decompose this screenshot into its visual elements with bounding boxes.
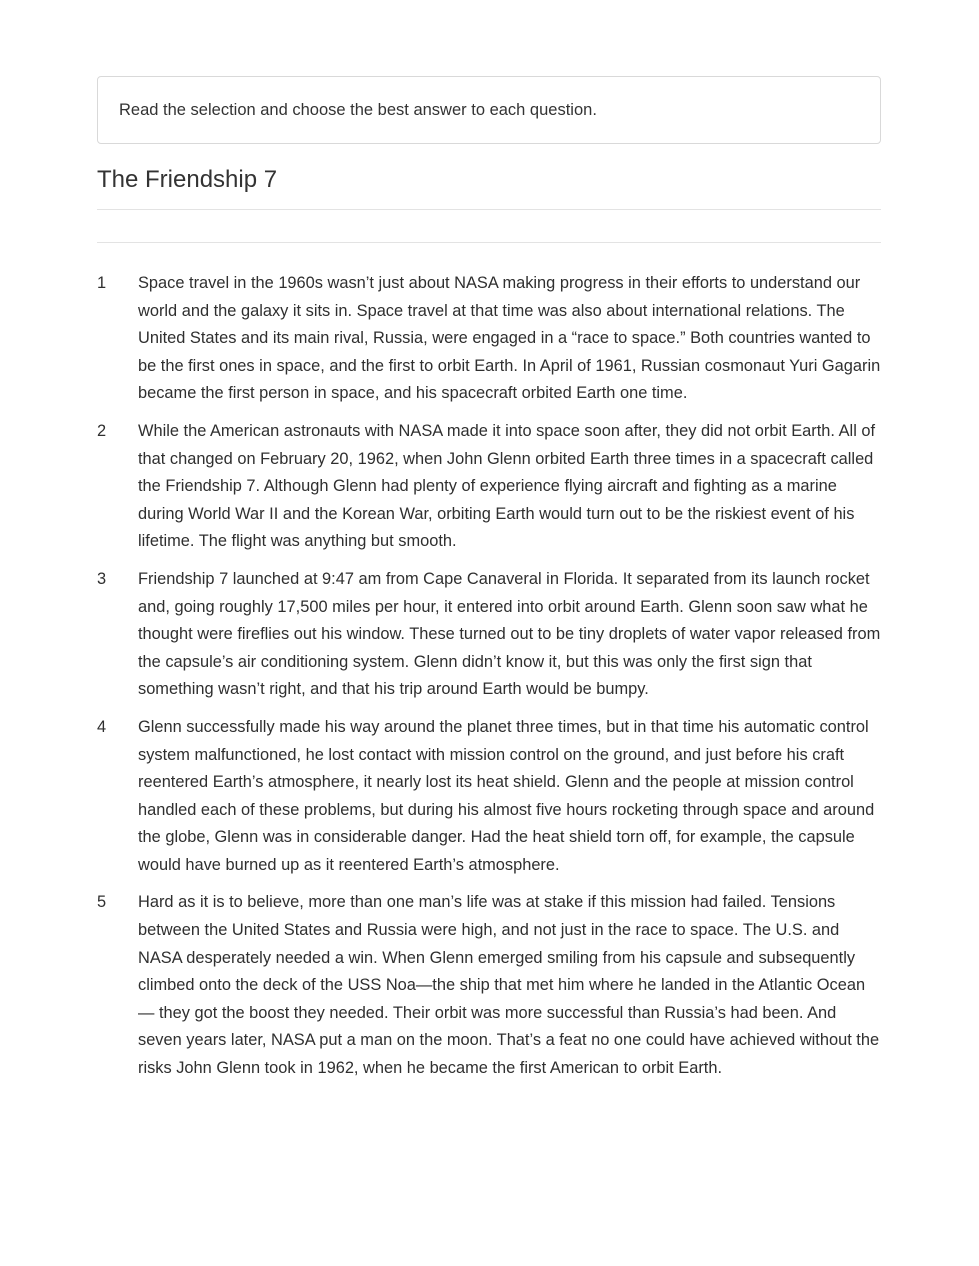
instructions-text: Read the selection and choose the best answer to each question. (119, 100, 597, 119)
paragraph-text: Glenn successfully made his way around the planet three times, but in that time his automatic control system malfunctioned, he lost contact with mission control on the ground, and just before his craft reentered Earth’s atmosphere, it nearly lost its heat shield. Glenn and the people at mission control handled each of these problems, but during his almost five hours rocketing through space and around the globe, Glenn was in considerable danger. Had the heat shield torn off, for example, the capsule would have burned up as it reentered Earth’s atmosphere. (138, 717, 875, 874)
instructions-box (97, 76, 881, 144)
paragraph (97, 270, 881, 408)
paragraph-text: Hard as it is to believe, more than one man’s life was at stake if this mission had failed. Tensions between the United States and Russia were high, and not just in the race to space. The U.S. and NASA desperately needed a win. When Glenn emerged smiling from his capsule and subsequently climbed onto the deck of the USS Noa—the ship that met him where he landed in the Atlantic Ocean— they got the boost they needed. Their orbit was more successful than Russia’s had been. And seven years later, NASA put a man on the moon. That’s a feat no one could have achieved without the risks John Glenn took in 1962, when he became the first American to orbit Earth. (138, 893, 880, 1078)
reading-page (97, 76, 881, 1093)
passage-body (97, 270, 881, 1083)
passage-divider (97, 242, 881, 243)
paragraph-number: 5 (97, 893, 107, 912)
paragraph-number: 3 (97, 569, 107, 588)
paragraph-number: 1 (97, 274, 107, 292)
paragraph-text: Friendship 7 launched at 9:47 am from Cape Canaveral in Florida. It separated from its launch rocket and, going roughly 17,500 miles per hour, it entered into orbit around Earth. Glenn soon saw what he thought were fireflies out his window. These turned out to be tiny droplets of water vapor released from the capsule’s air conditioning system. Glenn didn’t know it, but this was only the first sign that something wasn’t right, and that his trip around Earth would be bumpy. (138, 569, 881, 699)
paragraph-text: Space travel in the 1960s wasn’t just about NASA making progress in their efforts to understand our world and the galaxy it sits in. Space travel at that time was also about international relations. The United States and its main rival, Russia, were engaged in a “race to space.” Both countries wanted to be the first ones in space, and the first to orbit Earth. In April of 1961, Russian cosmonaut Yuri Gagarin became the first person in space, and his spacecraft orbited Earth one time. (138, 274, 881, 403)
passage-title: The Friendship 7 (97, 166, 278, 193)
paragraph (97, 566, 881, 704)
paragraph-number: 2 (97, 421, 107, 440)
paragraph-number: 4 (97, 717, 107, 736)
title-divider (97, 209, 881, 210)
paragraph (97, 418, 881, 556)
paragraph-text: While the American astronauts with NASA made it into space soon after, they did not orbit Earth. All of that changed on February 20, 1962, when John Glenn orbited Earth three times in a spacecraft called the Friendship 7. Although Glenn had plenty of experience flying aircraft and fighting as a marine during World War II and the Korean War, orbiting Earth would turn out to be the riskiest event of his lifetime. The flight was anything but smooth. (138, 421, 876, 551)
paragraph (97, 889, 881, 1082)
paragraph (97, 714, 881, 880)
